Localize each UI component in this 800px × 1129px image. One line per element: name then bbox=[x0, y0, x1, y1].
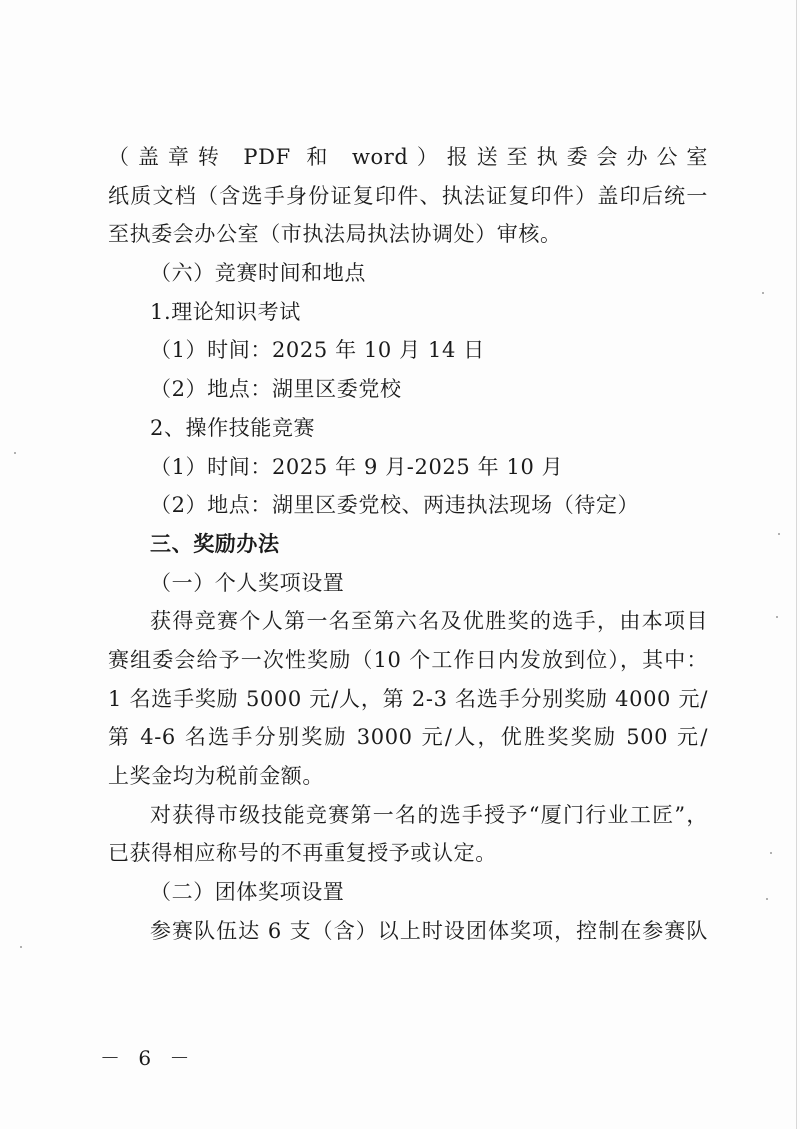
paragraph-line: 获得竞赛个人第一名至第六名及优胜奖的选手，由本项目 bbox=[150, 609, 708, 634]
paragraph-line: 参赛队伍达 6 支（含）以上时设团体奖项，控制在参赛队 bbox=[150, 918, 708, 943]
item-heading: 1.理论知识考试 bbox=[150, 299, 301, 324]
section-heading: 三、奖励办法 bbox=[150, 531, 280, 556]
list-item: （2）地点：湖里区委党校、两违执法现场（待定） bbox=[150, 493, 640, 518]
list-item: （1）时间：2025 年 10 月 14 日 bbox=[150, 338, 485, 363]
document-body bbox=[108, 138, 708, 950]
paragraph-line: 第 4-6 名选手分别奖励 3000 元/人，优胜奖奖励 500 元/ bbox=[108, 725, 708, 750]
paragraph-line: 上奖金均为税前金额。 bbox=[108, 764, 324, 788]
paragraph-line: 1 名选手奖励 5000 元/人，第 2-3 名选手分别奖励 4000 元/ bbox=[108, 686, 708, 711]
section-subheading: （一）个人奖项设置 bbox=[150, 570, 345, 595]
list-item: （2）地点：湖里区委党校 bbox=[150, 377, 402, 402]
paragraph-line: 纸质文档（含选手身份证复印件、执法证复印件）盖印后统一 bbox=[108, 183, 708, 208]
page-number: － 6 － bbox=[100, 1046, 196, 1070]
scan-edge-line bbox=[796, 0, 797, 1129]
paragraph-line: 至执委会办公室（市执法局执法协调处）审核。 bbox=[108, 222, 562, 247]
paragraph-line: 已获得相应称号的不再重复授予或认定。 bbox=[108, 841, 497, 866]
paragraph-line: （盖章转 PDF 和 word）报送至执委会办公室 bbox=[108, 145, 708, 169]
list-item: （1）时间：2025 年 9 月-2025 年 10 月 bbox=[150, 454, 564, 479]
paragraph-line: 赛组委会给予一次性奖励（10 个工作日内发放到位），其中： bbox=[108, 647, 708, 672]
section-subheading: （二）团体奖项设置 bbox=[150, 880, 345, 905]
section-subheading: （六）竞赛时间和地点 bbox=[150, 261, 366, 286]
paragraph-line: 对获得市级技能竞赛第一名的选手授予“厦门行业工匠”， bbox=[150, 802, 708, 827]
item-heading: 2、操作技能竞赛 bbox=[150, 415, 316, 440]
